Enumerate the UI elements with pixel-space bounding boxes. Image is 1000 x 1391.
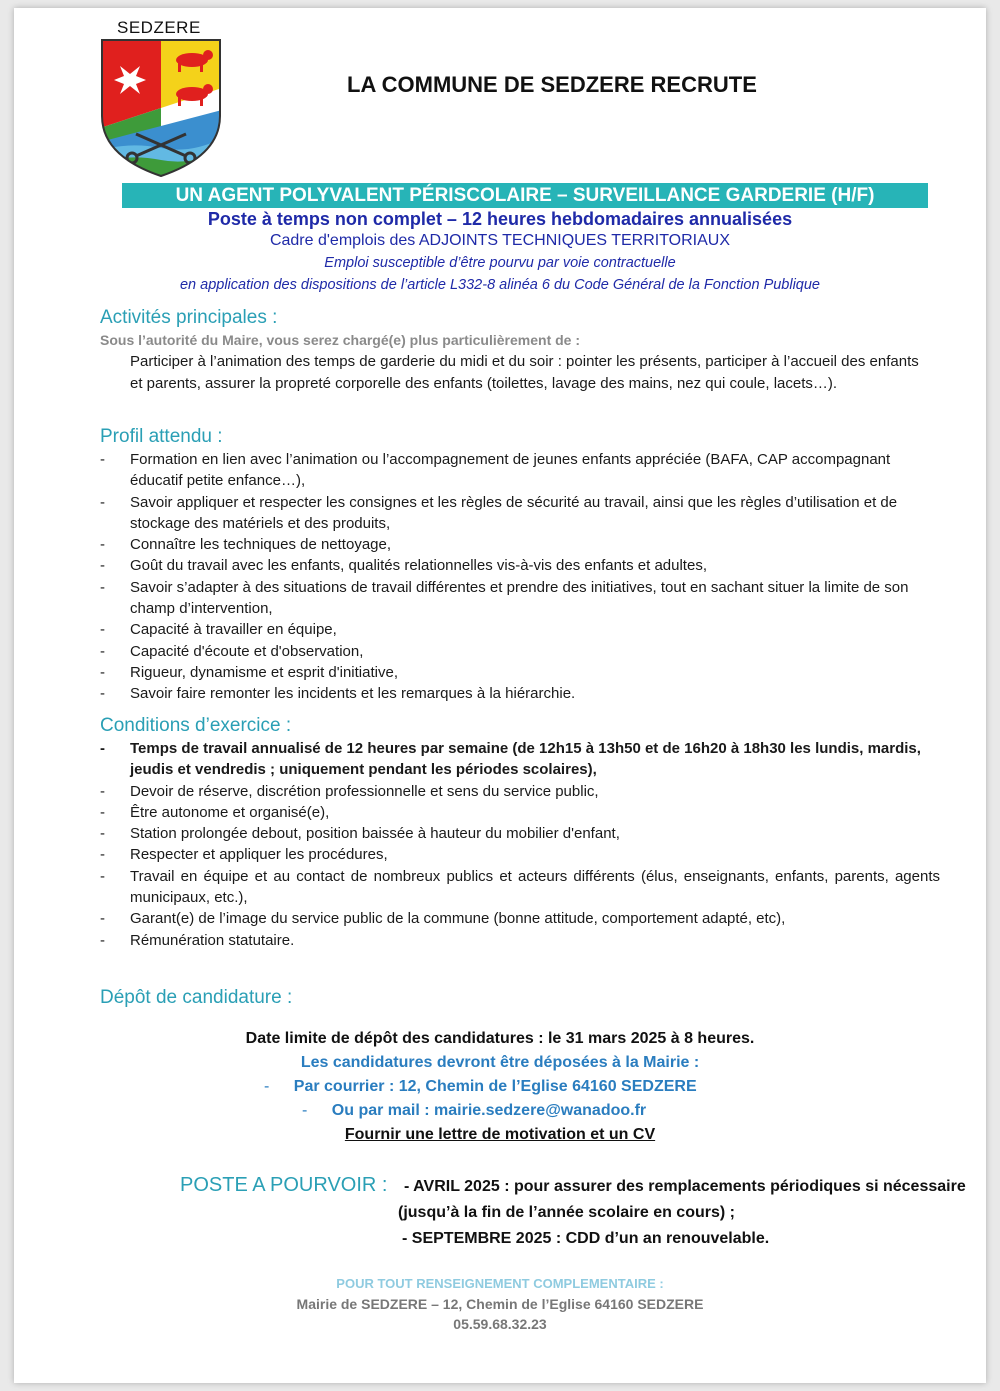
list-item: - Être autonome et organisé(e), [100,802,940,823]
job-cadre: Cadre d'emplois des ADJOINTS TECHNIQUES TERRITORIAUX [269,232,731,249]
poste-line-1: - AVRIL 2025 : pour assurer des remplacements périodiques si nécessaire [404,1178,966,1195]
list-item: - Station prolongée debout, position baissée à hauteur du mobilier d'enfant, [100,823,940,844]
list-item: - Connaître les techniques de nettoyage, [100,534,940,555]
list-item: - Devoir de réserve, discrétion professionnelle et sens du service public, [100,781,940,802]
page-title: LA COMMUNE DE SEDZERE RECRUTE [347,72,757,97]
contract-note-2: en application des dispositions de l’article L332-8 alinéa 6 du Code Général de la Fonction Publique [179,277,821,293]
depot-where: Les candidatures devront être déposées à la Mairie : [300,1054,700,1071]
footer-address: Mairie de SEDZERE – 12, Chemin de l’Eglise 64160 SEDZERE [296,1296,704,1312]
profil-list [100,449,940,705]
list-item: - Goût du travail avec les enfants, qualités relationnelles vis-à-vis des enfants et adultes, [100,555,940,576]
coat-of-arms-icon [100,38,222,178]
mail-address[interactable]: Ou par mail : mairie.sedzere@wanadoo.fr [331,1102,647,1119]
footer-phone: 05.59.68.32.23 [453,1316,547,1332]
footer-heading: POUR TOUT RENSEIGNEMENT COMPLEMENTAIRE : [336,1276,664,1291]
activites-heading: Activités principales : [100,307,278,328]
conditions-heading: Conditions d’exercice : [100,715,292,736]
poste-line-3: - SEPTEMBRE 2025 : CDD d’un an renouvelable. [402,1230,770,1247]
deadline: Date limite de dépôt des candidatures : le 31 mars 2025 à 8 heures. [245,1030,755,1047]
poste-label: POSTE A POURVOIR : [180,1174,388,1196]
list-item: - Formation en lien avec l’animation ou l’accompagnement de jeunes enfants appréciée (BAFA, CAP accompagnant éducatif petite enfance…), [100,449,940,492]
list-item: - Rigueur, dynamisme et esprit d'initiative, [100,662,940,683]
dash: - [302,1102,308,1119]
documents-required: Fournir une lettre de motivation et un CV [344,1126,656,1143]
depot-heading: Dépôt de candidature : [100,987,293,1008]
courrier-line [264,1078,697,1096]
list-item: - Temps de travail annualisé de 12 heures par semaine (de 12h15 à 13h50 et de 16h20 à 18h30 les lundis, mardis, jeudis et vendredis ; uniquement pendant les périodes scolaires), [100,738,940,781]
activites-text: Participer à l’animation des temps de garderie du midi et du soir : pointer les présents, participer à l’accueil des enfants et parents, assurer la propreté corporelle des enfants (toilettes, lavage des mains, nez qui coule, lacets…). [130,353,919,392]
courrier-address: Par courrier : 12, Chemin de l’Eglise 64160 SEDZERE [293,1078,697,1095]
list-item: - Travail en équipe et au contact de nombreux publics et acteurs différents (élus, enseignants, enfants, parents, agents municipaux, etc.), [100,866,940,909]
list-item: - Respecter et appliquer les procédures, [100,844,940,865]
recruitment-notice [14,8,986,1383]
list-item: - Capacité d'écoute et d'observation, [100,641,940,662]
activites-intro: Sous l’autorité du Maire, vous serez chargé(e) plus particulièrement de : [100,332,581,348]
list-item: - Garant(e) de l’image du service public de la commune (bonne attitude, comportement adapté, etc), [100,908,940,929]
poste-line-2: (jusqu’à la fin de l’année scolaire en cours) ; [398,1204,735,1221]
job-hours: Poste à temps non complet – 12 heures hebdomadaires annualisées [207,209,793,229]
list-item: - Savoir s’adapter à des situations de travail différentes et prendre des initiatives, tout en sachant situer la limite de son champ d’intervention, [100,577,940,620]
contract-note-1: Emploi susceptible d’être pourvu par voie contractuelle [324,255,676,271]
list-item: - Savoir appliquer et respecter les consignes et les règles de sécurité au travail, ainsi que les règles d’utilisation et de stockage des matériels et des produits, [100,492,940,535]
list-item: - Savoir faire remonter les incidents et les remarques à la hiérarchie. [100,683,940,704]
conditions-list [100,738,940,951]
list-item: - Rémunération statutaire. [100,930,940,951]
mail-line [302,1102,646,1120]
crest-name: SEDZERE [117,18,201,37]
list-item: - Capacité à travailler en équipe, [100,619,940,640]
job-title-banner: UN AGENT POLYVALENT PÉRISCOLAIRE – SURVEILLANCE GARDERIE (H/F) [122,183,928,208]
profil-heading: Profil attendu : [100,426,223,447]
dash: - [264,1078,270,1095]
